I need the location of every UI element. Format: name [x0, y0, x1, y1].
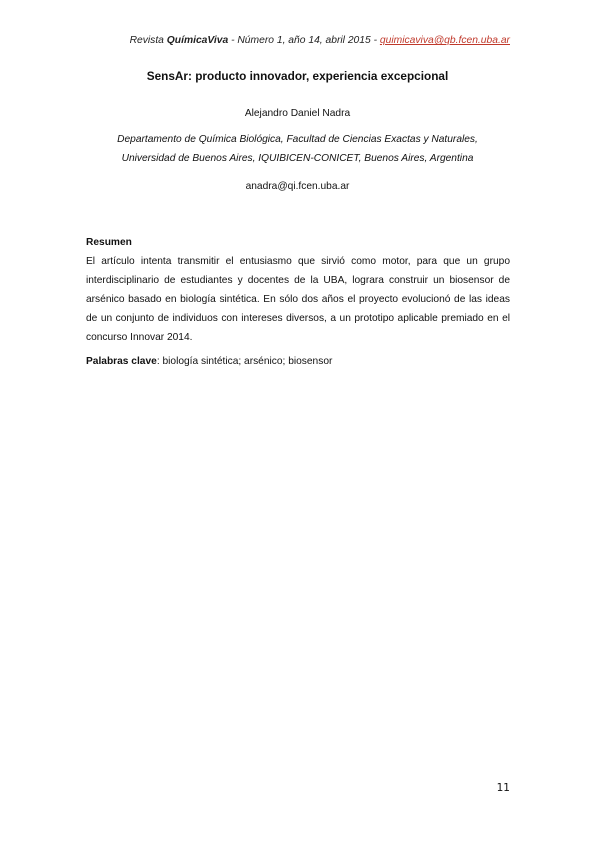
header-issue: - Número 1, año 14, abril 2015 - — [228, 35, 380, 46]
author-name: Alejandro Daniel Nadra — [244, 108, 351, 119]
keywords-value: biología sintética; arsénico; biosensor — [162, 356, 333, 367]
journal-header — [86, 35, 510, 46]
author-affiliation — [0, 130, 595, 168]
journal-email-link[interactable]: quimicaviva@qb.fcen.uba.ar — [379, 35, 510, 46]
affiliation-line: Departamento de Química Biológica, Facultad de Ciencias Exactas y Naturales, — [117, 134, 478, 145]
keywords-label: Palabras clave — [86, 356, 157, 367]
journal-name: QuímicaViva — [166, 35, 229, 46]
abstract-heading: Resumen — [86, 237, 132, 248]
header-prefix: Revista — [129, 35, 167, 46]
affiliation-line: Universidad de Buenos Aires, IQUIBICEN-CONICET, Buenos Aires, Argentina — [121, 153, 474, 164]
keywords — [86, 356, 510, 367]
author-email: anadra@qi.fcen.uba.ar — [245, 181, 350, 192]
keywords-separator: : — [156, 356, 163, 367]
page-number: 11 — [496, 782, 510, 794]
abstract-body: El artículo intenta transmitir el entusiasmo que sirvió como motor, para que un grupo interdisciplinario de estudiantes y docentes de la UBA, lograra construir un biosensor de arsénico basado en biología sintética. En sólo dos años el proyecto evolucionó de las ideas de un conjunto de individuos con intereses diversos, a un prototipo aplicable premiado en el concurso Innovar 2014. — [86, 256, 510, 343]
article-title: SensAr: producto innovador, experiencia excepcional — [146, 69, 449, 83]
